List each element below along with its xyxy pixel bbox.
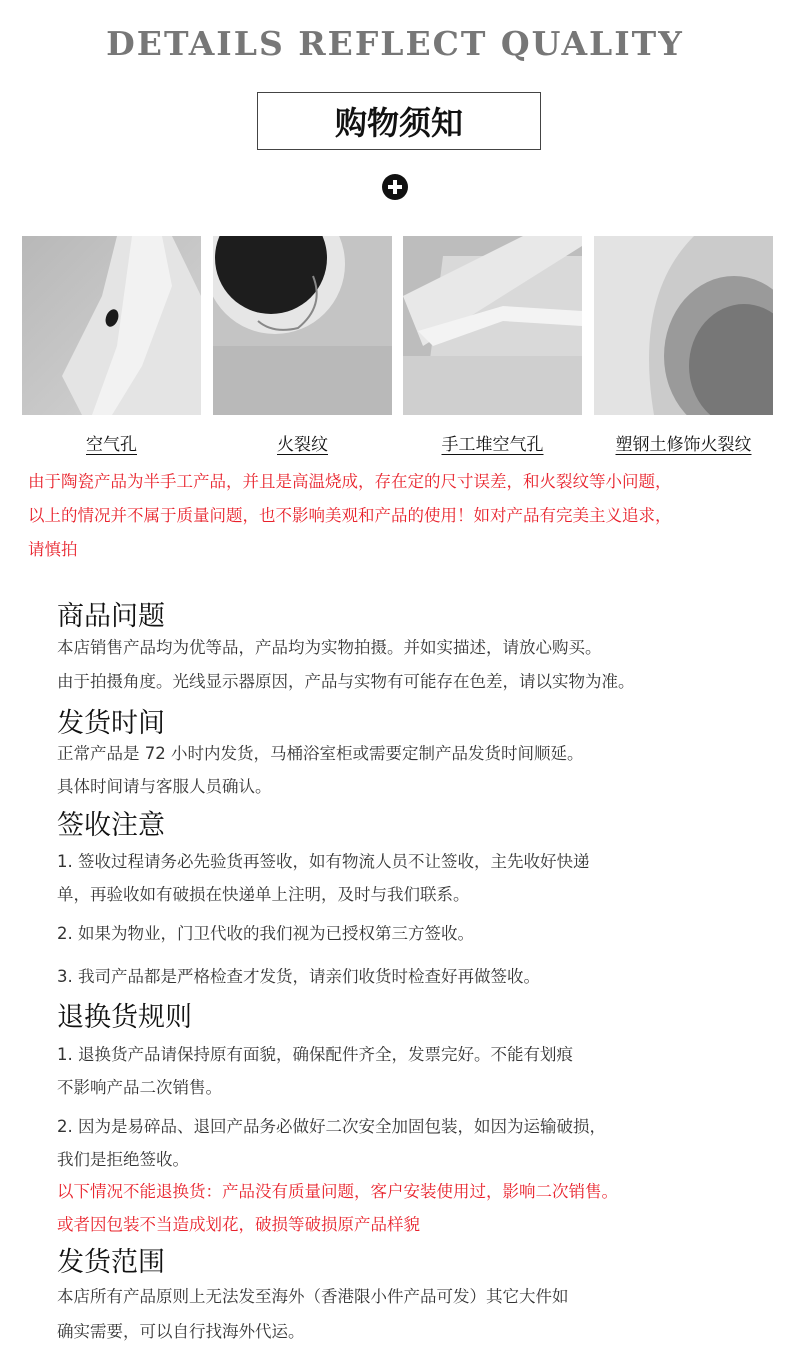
section-text: 我们是拒绝签收。 (57, 1150, 189, 1169)
section-text: 本店所有产品原则上无法发至海外（香港限小件产品可发）其它大件如 (57, 1287, 569, 1306)
section-text: 1. 签收过程请务必先验货再签收，如有物流人员不让签收，主先收好快递 (57, 852, 590, 871)
page-title: 购物须知 (257, 92, 541, 150)
notice-line: 由于陶瓷产品为半手工产品，并且是高温烧成，存在定的尺寸误差，和火裂纹等小问题， (28, 472, 672, 491)
defect-caption-handmade-air-hole: 手工堆空气孔 (441, 435, 544, 455)
section-heading-shipping-range: 发货范围 (57, 1247, 165, 1278)
defect-photo-fire-crack (213, 236, 392, 415)
defect-caption-air-hole: 空气孔 (86, 435, 137, 455)
section-text: 具体时间请与客服人员确认。 (57, 777, 272, 796)
section-text: 3. 我司产品都是严格检查才发货，请亲们收货时检查好再做签收。 (57, 967, 540, 986)
returns-warning: 以下情况不能退换货：产品没有质量问题，客户安装使用过，影响二次销售。 (57, 1182, 618, 1201)
returns-warning: 或者因包装不当造成划花，破损等破损原产品样貌 (57, 1215, 420, 1234)
headline: DETAILS REFLECT QUALITY (106, 24, 684, 63)
section-text: 不影响产品二次销售。 (57, 1078, 222, 1097)
section-heading-returns: 退换货规则 (57, 1002, 192, 1033)
section-text: 2. 如果为物业，门卫代收的我们视为已授权第三方签收。 (57, 924, 474, 943)
section-text: 1. 退换货产品请保持原有面貌，确保配件齐全，发票完好。不能有划痕 (57, 1045, 573, 1064)
defect-caption-fire-crack: 火裂纹 (277, 435, 328, 455)
section-text: 确实需要，可以自行找海外代运。 (57, 1322, 305, 1341)
section-heading-receipt: 签收注意 (57, 810, 165, 841)
section-text: 本店销售产品均为优等品，产品均为实物拍摄。并如实描述，请放心购买。 (57, 638, 602, 657)
defect-caption-clay-repair-crack: 塑钢土修饰火裂纹 (615, 435, 752, 455)
defect-photo-handmade-air-hole (403, 236, 582, 415)
section-heading-product: 商品问题 (57, 601, 165, 632)
section-text: 单，再验收如有破损在快递单上注明，及时与我们联系。 (57, 885, 470, 904)
section-text: 正常产品是 72 小时内发货，马桶浴室柜或需要定制产品发货时间顺延。 (57, 744, 584, 763)
notice-line: 请慎拍 (28, 540, 78, 559)
section-heading-shipping-time: 发货时间 (57, 708, 165, 739)
section-text: 由于拍摄角度。光线显示器原因，产品与实物有可能存在色差，请以实物为准。 (57, 672, 635, 691)
defect-photo-air-hole (22, 236, 201, 415)
section-text: 2. 因为是易碎品、退回产品务必做好二次安全加固包装，如因为运输破损， (57, 1117, 606, 1136)
plus-icon (382, 174, 408, 200)
notice-line: 以上的情况并不属于质量问题，也不影响美观和产品的使用！如对产品有完美主义追求， (28, 506, 672, 525)
defect-photo-clay-repair-crack (594, 236, 773, 415)
